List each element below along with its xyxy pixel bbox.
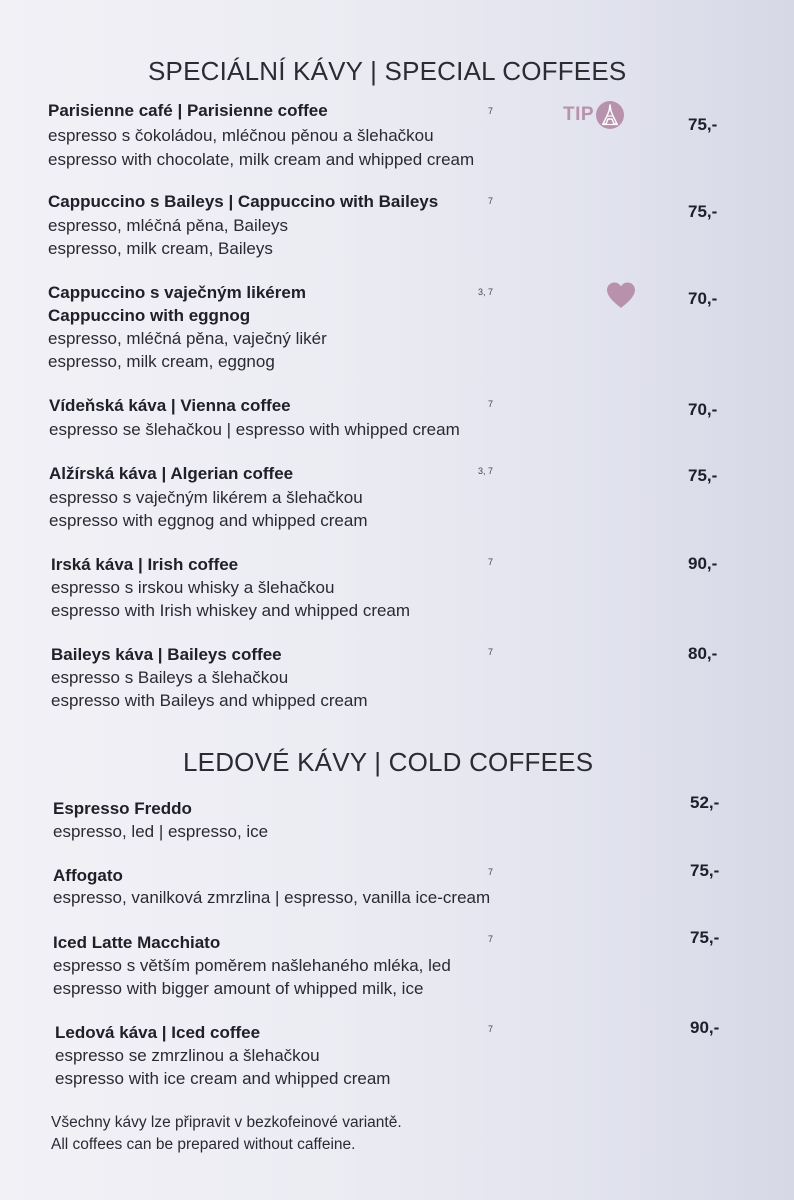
item-price: 75,- [690,861,720,880]
item-name: Iced Latte Macchiato [53,933,221,952]
item-desc-en: espresso with eggnog and whipped cream [49,511,368,530]
item-name: Parisienne café | Parisienne coffee [48,101,328,120]
item-desc-cz: espresso s vaječným likérem a šlehačkou [49,488,363,507]
item-desc-cz: espresso, mléčná pěna, Baileys [48,216,289,235]
eiffel-tower-icon [596,101,624,129]
item-name: Cappuccino s Baileys | Cappuccino with Baileys [48,192,439,211]
section-title-cold: LEDOVÉ KÁVY | COLD COFFEES [183,747,594,777]
item-allergens: 7 [488,557,494,567]
tip-label: TIP [563,104,595,125]
item-price: 52,- [690,793,720,812]
item-name-en: Cappuccino with eggnog [48,306,251,325]
item-desc: espresso se šlehačkou | espresso with whipped cream [49,420,460,439]
footnote-en: All coffees can be prepared without caffeine. [51,1136,356,1153]
item-price: 80,- [688,644,718,663]
item-desc-en: espresso with bigger amount of whipped milk, ice [53,979,424,998]
item-price: 75,- [688,466,718,485]
item-name: Vídeňská káva | Vienna coffee [49,396,291,415]
item-allergens: 7 [488,867,494,877]
item-desc-en: espresso with Irish whiskey and whipped cream [51,601,411,620]
item-price: 90,- [690,1018,720,1037]
section-title-special: SPECIÁLNÍ KÁVY | SPECIAL COFFEES [148,56,627,86]
item-price: 70,- [688,289,718,308]
item-desc-en: espresso with ice cream and whipped cream [55,1069,391,1088]
item-desc-cz: espresso s Baileys a šlehačkou [51,668,289,687]
item-name: Alžírská káva | Algerian coffee [49,464,294,483]
item-price: 90,- [688,554,718,573]
item-desc: espresso, led | espresso, ice [53,822,269,841]
footnote-cz: Všechny kávy lze připravit v bezkofeinové variantě. [51,1114,402,1131]
item-desc-en: espresso, milk cream, Baileys [48,239,273,258]
item-name: Cappuccino s vaječným likérem [48,283,306,302]
item-desc-en: espresso, milk cream, eggnog [48,352,275,371]
item-allergens: 7 [488,934,494,944]
item-allergens: 3, 7 [478,287,494,297]
item-desc-cz: espresso se zmrzlinou a šlehačkou [55,1046,320,1065]
item-allergens: 7 [488,647,494,657]
item-desc-cz: espresso s větším poměrem našlehaného mléka, led [53,956,451,975]
item-desc-cz: espresso s irskou whisky a šlehačkou [51,578,335,597]
item-price: 70,- [688,400,718,419]
item-name: Espresso Freddo [53,799,192,818]
item-desc-en: espresso with chocolate, milk cream and whipped cream [48,150,475,169]
item-name: Baileys káva | Baileys coffee [51,645,282,664]
item-name: Ledová káva | Iced coffee [55,1023,261,1042]
heart-icon [605,281,637,309]
item-price: 75,- [688,202,718,221]
tip-badge [563,100,624,130]
item-desc-cz: espresso s čokoládou, mléčnou pěnou a šlehačkou [48,126,434,145]
item-price: 75,- [690,928,720,947]
item-desc: espresso, vanilková zmrzlina | espresso, vanilla ice-cream [53,888,491,907]
item-name: Irská káva | Irish coffee [51,555,239,574]
item-name: Affogato [53,866,123,885]
item-price: 75,- [688,115,718,134]
item-allergens: 7 [488,106,494,116]
item-desc-en: espresso with Baileys and whipped cream [51,691,368,710]
item-allergens: 7 [488,196,494,206]
item-desc-cz: espresso, mléčná pěna, vaječný likér [48,329,327,348]
item-allergens: 7 [488,1024,494,1034]
item-allergens: 3, 7 [478,466,494,476]
item-allergens: 7 [488,399,494,409]
